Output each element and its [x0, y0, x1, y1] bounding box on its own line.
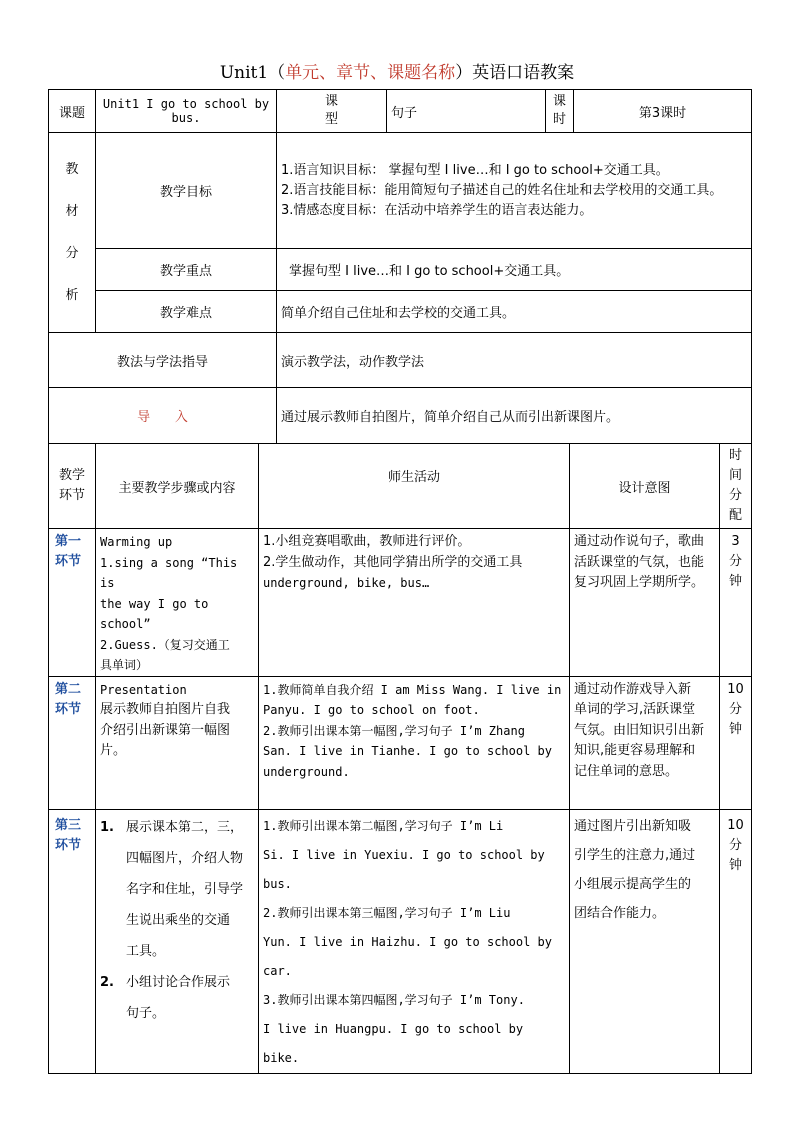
table-row: [49, 529, 752, 677]
lesson-label: 课题: [49, 90, 96, 133]
time-header: 时 间 分 配: [720, 444, 752, 529]
difficult-points-value: 简单介绍自己住址和去学校的交通工具。: [277, 291, 752, 333]
key-points-label: 教学重点: [96, 249, 277, 291]
period-value: 第3课时: [574, 90, 752, 133]
stage-1-time: 3 分 钟: [720, 529, 752, 677]
difficult-points-label: 教学难点: [96, 291, 277, 333]
stage-1-content: Warming up 1.sing a song “This is the way I go to school” 2.Guess.（复习交通工 具单词）: [96, 529, 259, 677]
page-title: Unit1（单元、章节、课题名称）英语口语教案: [219, 63, 575, 83]
stage-2-design: 通过动作游戏导入新 单词的学习,活跃课堂 气氛。由旧知识引出新 知识,能更容易理解和 记住单词的意思。: [570, 676, 720, 809]
stage-3-design: 通过图片引出新知吸 引学生的注意力,通过 小组展示提高学生的 团结合作能力。: [570, 809, 720, 1073]
material-analysis-label: 教 材 分 析: [49, 133, 96, 333]
method-label: 教法与学法指导: [49, 333, 277, 388]
goals-label: 教学目标: [96, 133, 277, 249]
steps-table: [48, 443, 752, 1074]
table-row: [49, 809, 752, 1073]
stage-2-content: Presentation 展示教师自拍图片自我 介绍引出新课第一幅图 片。: [96, 676, 259, 809]
stage-2-activity: 1.教师简单自我介绍 I am Miss Wang. I live in Panyu. I go to school on foot. 2.教师引出课本第一幅图,学习句子 I’m Zhang San. I live in Tianhe. I go to school by underground.: [259, 676, 570, 809]
table-row: [49, 676, 752, 809]
stage-3-activity: 1.教师引出课本第二幅图,学习句子 I’m Li Si. I live in Yuexiu. I go to school by bus. 2.教师引出课本第三幅图,学习句子 I’m Liu Yun. I live in Haizhu. I go to school by car. 3.教师引出课本第四幅图,学习句子 I’m Tony. I live in Huangpu. I go to school by bike.: [259, 809, 570, 1073]
stage-3-content: 1. 展示课本第二，三， 四幅图片，介绍人物 名字和住址，引导学 生说出乘坐的交通 工具。 2. 小组讨论合作展示 句子。: [96, 809, 259, 1073]
lesson-value: Unit1 I go to school by bus.: [96, 90, 277, 133]
stage-3-time: 10 分 钟: [720, 809, 752, 1073]
stage-header: 教学 环节: [49, 444, 96, 529]
design-header: 设计意图: [570, 444, 720, 529]
lesson-info-table: [48, 89, 752, 444]
stage-3-label: 第三 环节: [49, 809, 96, 1073]
stage-1-label: 第一 环节: [49, 529, 96, 677]
stage-1-design: 通过动作说句子，歌曲 活跃课堂的气氛，也能 复习巩固上学期所学。: [570, 529, 720, 677]
intro-value: 通过展示教师自拍图片，简单介绍自己从而引出新课图片。: [277, 388, 752, 444]
activity-header: 师生活动: [259, 444, 570, 529]
stage-2-label: 第二 环节: [49, 676, 96, 809]
stage-2-time: 10 分 钟: [720, 676, 752, 809]
period-label: 课 时: [546, 90, 574, 133]
content-header: 主要教学步骤或内容: [96, 444, 259, 529]
goals-value: 1.语言知识目标： 掌握句型 I live…和 I go to school+交通工具。 2.语言技能目标：能用简短句子描述自己的姓名住址和去学校用的交通工具。 3.情感态度目标：在活动中培养学生的语言表达能力。: [277, 133, 752, 249]
method-value: 演示教学法，动作教学法: [277, 333, 752, 388]
stage-1-activity: 1.小组竞赛唱歌曲，教师进行评价。 2.学生做动作，其他同学猜出所学的交通工具 underground, bike, bus…: [259, 529, 570, 677]
key-points-value: 掌握句型 I live…和 I go to school+交通工具。: [277, 249, 752, 291]
type-label: 课 型: [277, 90, 387, 133]
intro-label: 导 入: [49, 388, 277, 444]
type-value: 句子: [387, 90, 546, 133]
